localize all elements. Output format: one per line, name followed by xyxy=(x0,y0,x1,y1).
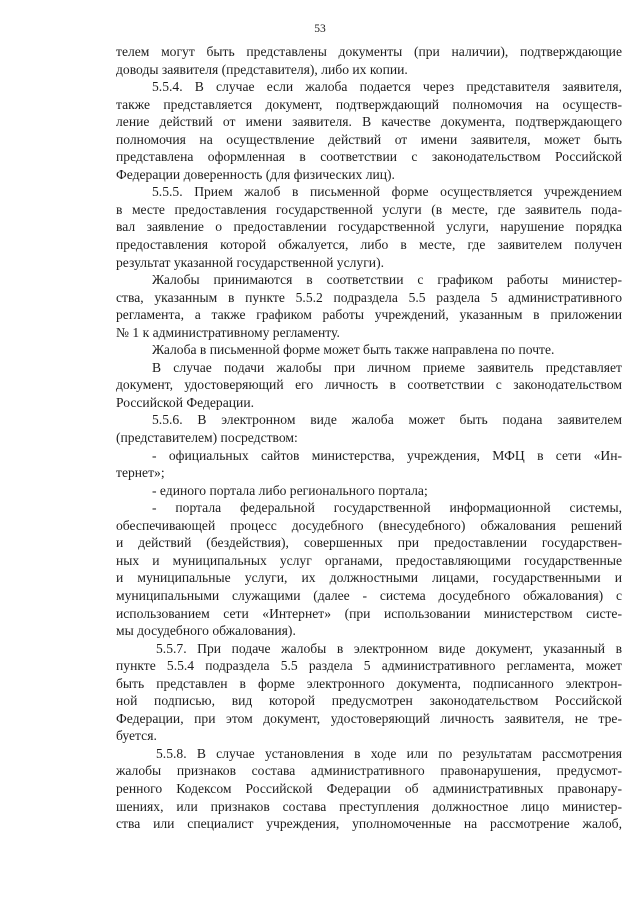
text-line: ства или специалист учреждения, уполномоченные на рассмотрение жалоб, xyxy=(116,816,622,832)
text-line: Федерации доверенность (для физических лиц). xyxy=(116,166,395,182)
document-body xyxy=(116,43,622,833)
text-line: представлена оформленная в соответствии с законодательством Российской xyxy=(116,149,622,165)
text-line: 5.5.8. В случае установления в ходе или по результатам рассмотрения xyxy=(156,745,622,761)
text-line: регламента, а также графиком работы учреждений, указанным в приложении xyxy=(116,307,622,323)
text-line: предоставления которой обжалуется, либо в месте, где заявителем получен xyxy=(116,237,622,253)
text-line: обеспечивающей процесс досудебного (внесудебного) обжалования решений xyxy=(116,517,622,533)
text-line: ства, указанным в пункте 5.5.2 подраздела 5.5 раздела 5 административного xyxy=(116,289,622,305)
text-line: - портала федеральной государственной информационной системы, xyxy=(152,500,622,516)
text-line: полномочия на осуществление действий от имени заявителя, может быть xyxy=(116,131,622,147)
text-line: 5.5.7. При подаче жалобы в электронном виде документ, указанный в xyxy=(156,640,622,656)
text-line: 5.5.6. В электронном виде жалоба может быть подана заявителем xyxy=(152,412,622,428)
text-line: также представляется документ, подтверждающий полномочия на осуществ- xyxy=(116,96,622,112)
text-line: и муниципальные услуги, их должностными лицами, государственными и xyxy=(116,570,622,586)
text-line: буется. xyxy=(116,728,157,744)
text-line: и действий (бездействия), совершенных при предоставлении государствен- xyxy=(116,535,622,551)
text-line: ных и муниципальных услуг органами, предоставляющими государственные xyxy=(116,552,622,568)
page-number: 53 xyxy=(314,23,326,35)
text-line: телем могут быть представлены документы (при наличии), подтверждающие xyxy=(116,44,622,59)
text-line: 5.5.4. В случае если жалоба подается через представителя заявителя, xyxy=(152,79,622,95)
text-line: № 1 к административному регламенту. xyxy=(116,324,340,340)
text-line: мы досудебного обжалования). xyxy=(116,623,296,639)
text-line: тернет»; xyxy=(116,465,165,481)
text-line: ной подписью, вид которой предусмотрен законодательством Российской xyxy=(116,693,622,709)
text-line: 5.5.5. Прием жалоб в письменной форме осуществляется учреждением xyxy=(152,184,622,200)
text-line: ренного Кодексом Российской Федерации об административных правонару- xyxy=(116,780,622,796)
text-line: - официальных сайтов министерства, учреждения, МФЦ в сети «Ин- xyxy=(152,447,622,463)
text-line: в месте предоставления государственной услуги (в месте, где заявитель пода- xyxy=(116,201,622,217)
text-line: доводы заявителя (представителя), либо их копии. xyxy=(116,61,408,77)
text-line: жалобы признаков состава административного правонарушения, предусмот- xyxy=(116,763,622,779)
text-line: В случае подачи жалобы при личном приеме заявитель представляет xyxy=(152,359,622,375)
text-line: муниципальными служащими (далее - система досудебного обжалования) с xyxy=(116,587,622,603)
text-line: - единого портала либо регионального портала; xyxy=(152,482,428,498)
text-line: (представителем) посредством: xyxy=(116,430,298,446)
text-line: документ, удостоверяющий его личность в соответствии с законодательством xyxy=(116,377,622,393)
text-line: результат указанной государственной услуги). xyxy=(116,254,384,270)
text-line: ление действий от имени заявителя. В качестве документа, подтверждающего xyxy=(116,114,622,130)
text-line: пункте 5.5.4 подраздела 5.5 раздела 5 административного регламента, может xyxy=(116,658,622,674)
text-line: шениях, или признаков состава преступления должностное лицо министер- xyxy=(116,798,622,814)
text-line: Жалоба в письменной форме может быть также направлена по почте. xyxy=(152,342,555,358)
text-line: быть представлен в форме электронного документа, подписанного электрон- xyxy=(116,675,622,691)
text-line: Жалобы принимаются в соответствии с графиком работы министер- xyxy=(152,272,622,288)
text-line: Федерации, при этом документ, удостоверяющий личность заявителя, не тре- xyxy=(116,710,622,726)
text-line: использованием сети «Интернет» (при использовании министерством систе- xyxy=(116,605,622,621)
text-line: вал заявление о предоставлении государственной услуги, нарушение порядка xyxy=(116,219,622,235)
text-line: Российской Федерации. xyxy=(116,394,254,410)
